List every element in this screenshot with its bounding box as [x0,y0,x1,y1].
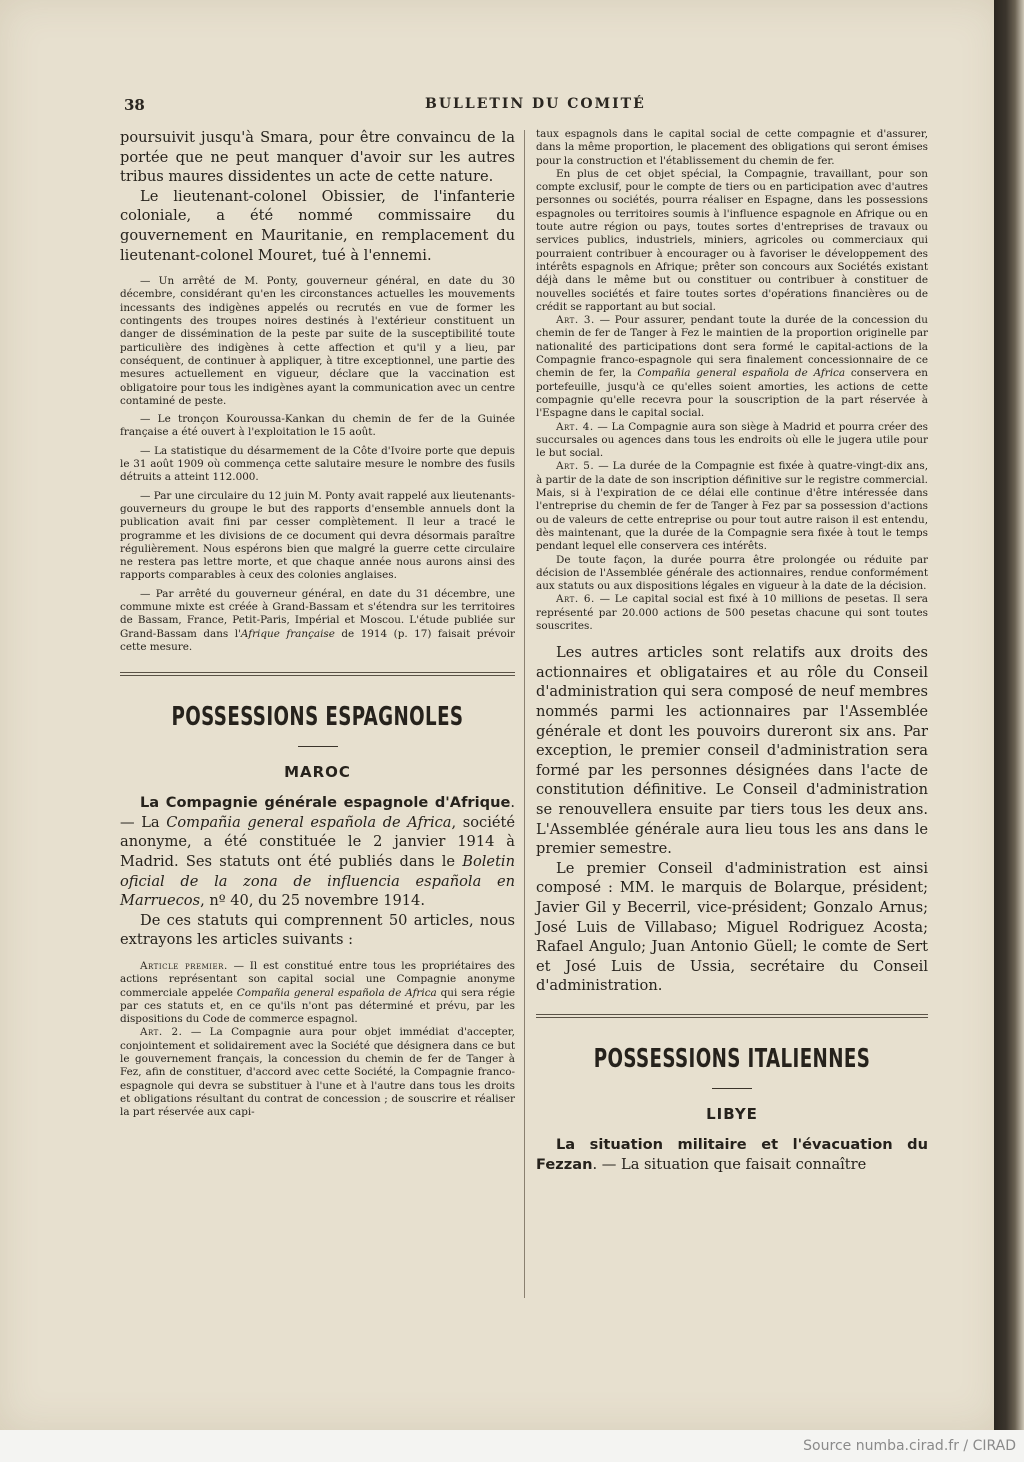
paragraph: De ces statuts qui comprennent 50 articles, nous extrayons les articles suivants : [120,911,515,949]
article: Art. 4. — La Compagnie aura son siège à Madrid et pourra créer des succursales ou agences dans tous les endroits où elle le jugera utile pour le but social. [536,420,928,460]
section-rule [120,672,515,676]
book-binding-edge [994,0,1024,1430]
news-item: — Par une circulaire du 12 juin M. Ponty avait rappelé aux lieutenants-gouverneurs du groupe le but des rapports d'ensemble annuels dont la publication avait fini par cesser complètement. Il leur a tracé le programme et les divisions de ce document qui devra désormais paraître régulièrement. Nous espérons bien que malgré la guerre cette circulaire ne restera pas lettre morte, et que chaque année nous aurons ainsi des rapports comparables à ceux des colonies anglaises. [120,489,515,582]
article-continued: En plus de cet objet spécial, la Compagnie, travaillant, pour son compte exclusif, pour le compte de tiers ou en participation avec d'autres personnes ou sociétés, pourra réaliser en Espagne, dans les possessions espagnoles ou territoires soumis à l'influence espagnole en Afrique ou en toute autre région ou pays, toutes sortes d'entreprises de travaux ou services publics, industriels, miniers, agricoles ou commerciaux qui pourraient contribuer à encourager ou à favoriser le développement des intérêts espagnols en Afrique; prêter son concours aux Sociétés existant déjà dans le même but ou constituer ou contribuer à constituer de nouvelles sociétés et faire toutes sortes d'opérations financières ou de crédit se rapportant au but social. [536,167,928,313]
news-item: — Un arrêté de M. Ponty, gouverneur général, en date du 30 décembre, considérant qu'en les circonstances actuelles les mouvements incessants des indigènes appelés ou recrutés en vue de former les contingents des troupes noires destinés à l'extérieur constituent un danger de dissémination de la peste par suite de la susceptibilité toute particulière des indigènes à cette affection et qu'il y a lieu, par conséquent, de continuer à appliquer, à titre exceptionnel, une partie des mesures actuellement en vigueur, déclare que la vaccination est obligatoire pour tous les indigènes ayant la communication avec un centre contaminé de peste. [120,275,515,407]
section-rule [536,1014,928,1018]
sub-title: LIBYE [706,1104,758,1123]
source-footer [0,1430,1024,1462]
section-title: POSSESSIONS ITALIENNES [593,1043,871,1074]
news-item: — Le tronçon Kouroussa-Kankan du chemin de fer de la Guinée française a été ouvert à l'exploitation le 15 août. [120,413,515,439]
article: Article premier. — Il est constitué entre tous les propriétaires des actions représentant son capital social une Compagnie anonyme commerciale appelée Compañia general española de Africa qui sera régie par ces statuts et, en ce qu'ils n'ont pas déterminé et prévu, par les dispositions du Code de commerce espagnol. [120,959,515,1026]
left-column [120,128,515,1119]
source-credit: Source numba.cirad.fr / CIRAD [803,1438,1016,1454]
lead-paragraph: La situation militaire et l'évacuation du Fezzan. — La situation que faisait connaître [536,1135,928,1173]
paragraph: poursuivit jusqu'à Smara, pour être convaincu de la portée que ne peut manquer d'avoir sur les autres tribus maures dissidentes un acte de cette nature. [120,129,515,186]
article: Art. 2. — La Compagnie aura pour objet immédiat d'accepter, conjointement et solidairement avec la Société que désignera dans ce but le gouvernement français, la concession du chemin de fer de Tanger à Fez, afin de constituer, d'accord avec cette Société, la Compagnie franco-espagnole qui devra se substituer à l'une et à l'autre dans tous les droits et obligations résultant du contrat de concession ; de souscrire et réaliser la part réservée aux capi- [120,1026,515,1119]
article: Art. 5. — La durée de la Compagnie est fixée à quatre-vingt-dix ans, à partir de la date de son inscription définitive sur le registre commercial. Mais, si à l'expiration de ce délai elle continue d'être intéressée dans l'entreprise du chemin de fer de Tanger à Fez par sa possession d'actions ou de valeurs de cette entreprise ou pour tout autre raison il est entendu, dès maintenant, que la durée de la Compagnie sera fixée à tout le temps pendant lequel elle conservera ces intérêts. [536,460,929,553]
news-item: — La statistique du désarmement de la Côte d'Ivoire porte que depuis le 31 août 1909 où commença cette salutaire mesure le nombre des fusils détruits a atteint 112.000. [120,444,515,484]
section-title: POSSESSIONS ESPAGNOLES [171,702,464,733]
title-rule [712,1088,752,1089]
title-rule [298,746,338,747]
paragraph: Le lieutenant-colonel Obissier, de l'infanterie coloniale, a été nommé commissaire du gouvernement en Mauritanie, en remplacement du lieutenant-colonel Mouret, tué à l'ennemi. [120,187,515,264]
article: Art. 6. — Le capital social est fixé à 10 millions de pesetas. Il sera représenté par 20.000 actions de 500 pesetas chacune qui sont toutes souscrites. [536,593,929,632]
right-column [536,128,928,1174]
paragraph: Le premier Conseil d'administration est ainsi composé : MM. le marquis de Bolarque, président; Javier Gil y Becerril, vice-président; Gonzalo Arnus; José Luis de Villabaso; Miguel Rodriguez Acosta; Rafael Angulo; Juan Antonio Güell; le comte de Sert et José Luis de Ussia, secrétaire du Conseil d'administration. [536,859,928,995]
page-number: 38 [124,96,145,114]
article-continued: De toute façon, la durée pourra être prolongée ou réduite par décision de l'Assemblée générale des actionnaires, rendue conformément aux statuts ou aux dispositions légales en vigueur à la date de la décision. [536,553,928,593]
article: Art. 3. — Pour assurer, pendant toute la durée de la concession du chemin de fer de Tanger à Fez le maintien de la proportion originelle par nationalité des participations dont sera formé le capital-actions de la Compagnie franco-espagnole qui sera finalement concessionnaire de ce chemin de fer, la Compañia general española de Africa conservera en portefeuille, jusqu'à ce qu'elles soient amorties, les actions de cette compagnie qu'elle recevra pour la souscription de la part réservée à l'Espagne dans le capital social. [536,314,928,420]
sub-title: MAROC [284,763,351,782]
running-title: BULLETIN DU COMITÉ [425,96,646,112]
lead-paragraph: La Compagnie générale espagnole d'Afrique. — La Compañia general española de Africa, société anonyme, a été constituée le 2 janvier 1914 à Madrid. Ses statuts ont été publiés dans le Boletin oficial de la zona de influencia española en Marruecos, nº 40, du 25 novembre 1914. [120,794,515,910]
paragraph: Les autres articles sont relatifs aux droits des actionnaires et obligataires et au rôle du Conseil d'administration qui sera composé de neuf membres nommés parmi les actionnaires par l'Assemblée générale et dont les pouvoirs dureront six ans. Par exception, le premier conseil d'administration sera formé par les personnes désignées dans l'acte de constitution définitive. Le Conseil d'administration se renouvellera ensuite par tiers tous les deux ans. L'Assemblée générale aura lieu tous les ans dans le premier semestre. [536,644,928,858]
news-item: — Par arrêté du gouverneur général, en date du 31 décembre, une commune mixte est créée à Grand-Bassam et s'étendra sur les territoires de Bassam, France, Petit-Paris, Impérial et Moscou. L'étude publiée sur Grand-Bassam dans l'Afrique française de 1914 (p. 17) faisait prévoir cette mesure. [120,587,515,653]
article-continued: taux espagnols dans le capital social de cette compagnie et d'assurer, dans la même proportion, le placement des obligations qui seront émises pour la construction et l'établissement du chemin de fer. [536,128,928,167]
column-divider [524,130,525,1298]
